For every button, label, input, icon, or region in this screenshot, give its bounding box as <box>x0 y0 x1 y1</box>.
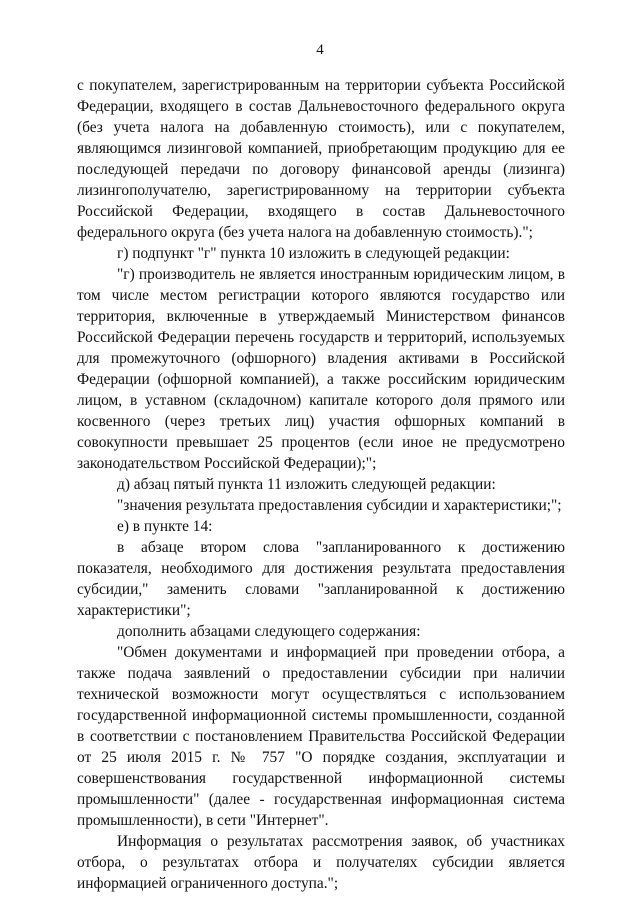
paragraph: д) абзац пятый пункта 11 изложить следующей редакции: <box>117 476 496 493</box>
page-number: 4 <box>316 42 324 58</box>
document-body <box>77 75 565 894</box>
paragraph: "Обмен документами и информацией при проведении отбора, а также подача заявлений о предоставлении субсидии при наличии технической возможности могут осуществляться с использованием государственной информационной системы промышленности, созданной в соответствии с постановлением Правительства Российской Федерации от 25 июля 2015 г. № 757 "О порядке создания, эксплуатации и совершенствования государственной информационной системы промышленности" (далее - государственная информационная система промышленности), в сети "Интернет". <box>77 644 565 829</box>
paragraph: г) подпункт "г" пункта 10 изложить в следующей редакции: <box>117 245 510 262</box>
paragraph: Информация о результатах рассмотрения заявок, об участниках отбора, о результатах отбора и получателях субсидии является информацией ограниченного доступа."; <box>77 833 565 892</box>
paragraph: с покупателем, зарегистрированным на территории субъекта Российской Федерации, входящего в состав Дальневосточного федерального округа (без учета налога на добавленную стоимость), или с покупателем, являющимся лизинговой компанией, приобретающим продукцию для ее последующей передачи по договору финансовой аренды (лизинга) лизингополучателю, зарегистрированному на территории субъекта Российской Федерации, входящего в состав Дальневосточного федерального округа (без учета налога на добавленную стоимость)."; <box>77 77 565 241</box>
paragraph: "г) производитель не является иностранным юридическим лицом, в том числе местом регистрации которого являются государство или территория, включенные в утверждаемый Министерством финансов Российской Федерации перечень государств и территорий, используемых для промежуточного (офшорного) владения активами в Российской Федерации (офшорной компанией), а также российским юридическим лицом, в уставном (складочном) капитале которого доля прямого или косвенного (через третьих лиц) участия офшорных компаний в совокупности превышает 25 процентов (если иное не предусмотрено законодательством Российской Федерации);"; <box>77 266 565 472</box>
paragraph: в абзаце втором слова "запланированного к достижению показателя, необходимого для достижения результата предоставления субсидии," заменить словами "запланированной к достижению характеристики"; <box>77 539 565 619</box>
paragraph: е) в пункте 14: <box>117 518 213 535</box>
paragraph: дополнить абзацами следующего содержания: <box>117 623 421 640</box>
paragraph: "значения результата предоставления субсидии и характеристики;"; <box>117 497 562 514</box>
